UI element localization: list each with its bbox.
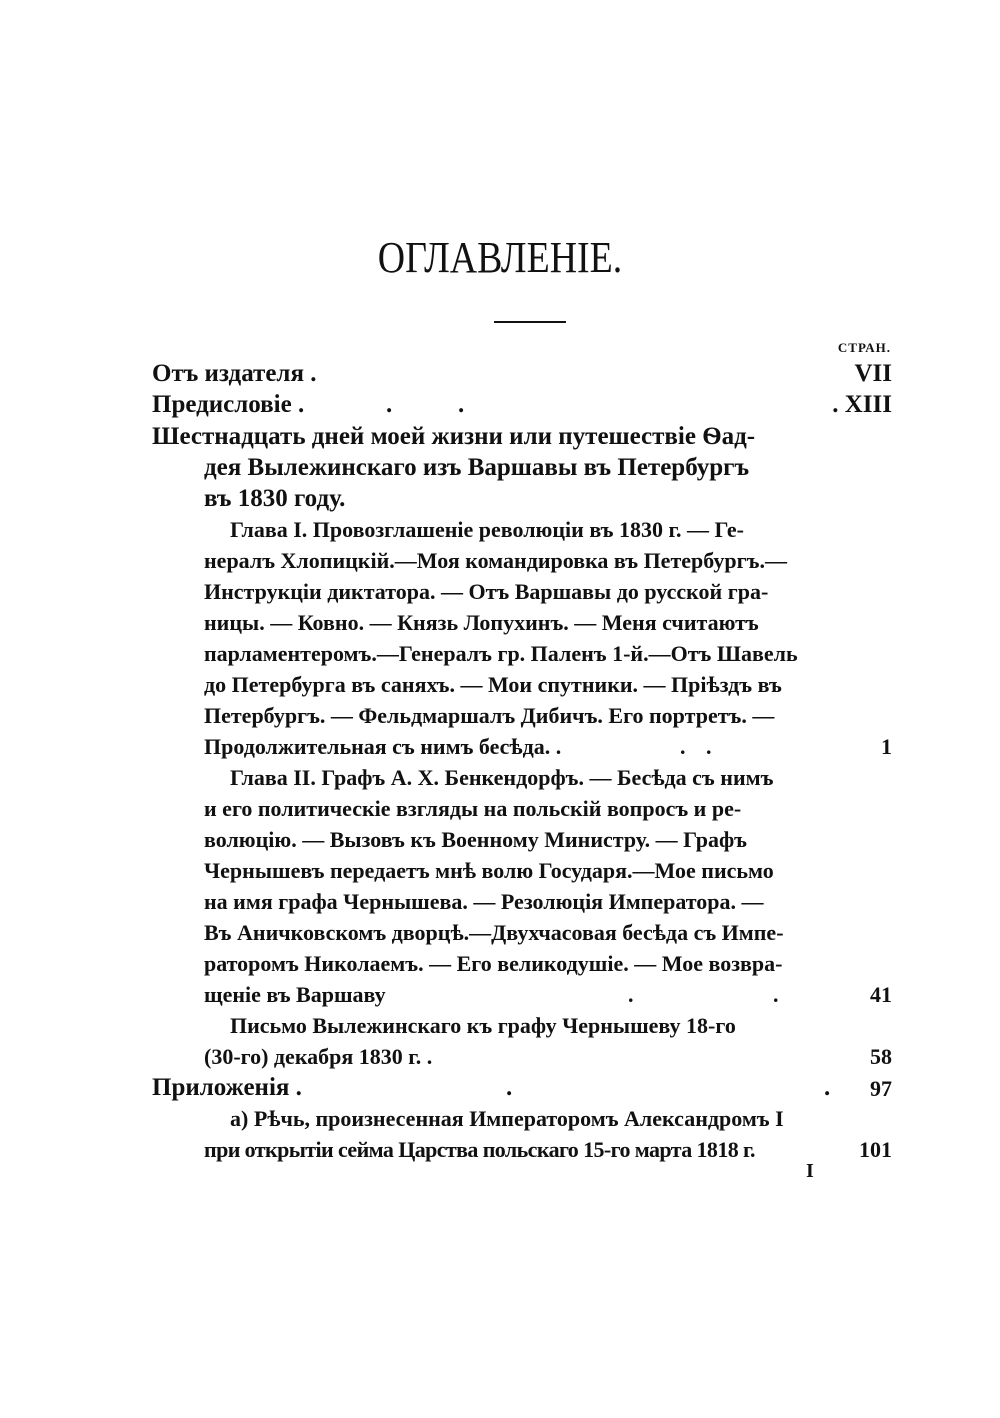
toc-entry-text: Приложенія .: [152, 1074, 302, 1101]
toc-entry-text: при открытіи сейма Царства польскаго 15-го марта 1818 г.: [204, 1137, 755, 1162]
toc-glava2-line-4: [0, 858, 1000, 890]
title-divider: [494, 321, 566, 323]
toc-glava2-line-5: [0, 889, 1000, 921]
toc-entry-predislovie: [0, 391, 1000, 423]
dot-leader: .: [824, 1074, 831, 1101]
toc-entry-text: въ 1830 году.: [204, 485, 346, 512]
toc-glava2-line-2: [0, 796, 1000, 828]
toc-entry-text: парламентеромъ.—Генералъ гр. Паленъ 1-й.—Отъ Шавель: [204, 641, 798, 666]
signature-mark: I: [806, 1160, 814, 1182]
toc-entry-shestnadtsat-line-2: [0, 454, 1000, 486]
toc-entry-text: Продолжительная съ нимъ бесѣда. .: [204, 734, 562, 759]
toc-entry-text: нералъ Хлопицкій.—Моя командировка въ Петербургъ.—: [204, 548, 787, 573]
toc-entry-text: на имя графа Чернышева. — Резолюція Императора. —: [204, 889, 764, 914]
dot-leader: .: [628, 982, 634, 1007]
toc-entry-text: а) Рѣчь, произнесенная Императоромъ Александромъ I: [230, 1106, 784, 1131]
toc-entry-ot-izdatelya: [0, 360, 1000, 392]
dot-leader: .: [386, 391, 393, 418]
toc-glava2-line-8: [0, 982, 1000, 1014]
toc-entry-shestnadtsat-line-3: [0, 485, 1000, 517]
toc-glava1-line-7: [0, 703, 1000, 735]
toc-glava2-line-7: [0, 951, 1000, 983]
toc-entry-text: Чернышевъ передаетъ мнѣ волю Государя.—Мое письмо: [204, 858, 774, 883]
toc-glava2-line-1: [0, 765, 1000, 797]
toc-glava1-line-3: [0, 579, 1000, 611]
toc-entry-text: дея Вылежинскаго изъ Варшавы въ Петербургъ: [204, 454, 750, 481]
toc-page-number: 41: [870, 982, 892, 1007]
toc-page-number: 97: [870, 1076, 892, 1101]
dot-leader: .: [680, 734, 686, 759]
page-column-label: СТРАН.: [837, 340, 891, 355]
toc-glava1-line-5: [0, 641, 1000, 673]
toc-entry-text: Шестнадцать дней моей жизни или путешествіе Ѳад-: [152, 423, 756, 450]
toc-rech-line-1: [0, 1106, 1000, 1138]
toc-glava2-line-3: [0, 827, 1000, 859]
toc-entry-text: Глава II. Графъ А. Х. Бенкендорфъ. — Бесѣда съ нимъ: [230, 765, 774, 790]
toc-entry-text: волюцію. — Вызовъ къ Военному Министру. — Графъ: [204, 827, 747, 852]
toc-page-number: VII: [854, 360, 892, 387]
toc-entry-text: Въ Аничковскомъ дворцѣ.—Двухчасовая бесѣда съ Импе-: [204, 920, 784, 945]
dot-leader: .: [773, 982, 779, 1007]
toc-entry-text: Предисловіе .: [152, 391, 305, 418]
toc-entry-text: ницы. — Ковно. — Князь Лопухинъ. — Меня считаютъ: [204, 610, 759, 635]
toc-glava1-line-6: [0, 672, 1000, 704]
toc-entry-text: и его политическіе взгляды на польскій вопросъ и ре-: [204, 796, 742, 821]
toc-pismo-line-1: [0, 1013, 1000, 1045]
toc-page-number: 101: [859, 1137, 892, 1162]
toc-page-number: 58: [870, 1044, 892, 1069]
toc-pismo-line-2: [0, 1044, 1000, 1076]
toc-glava1-line-4: [0, 610, 1000, 642]
toc-rech-line-2: [0, 1137, 1000, 1169]
dot-leader: .: [706, 734, 712, 759]
toc-page-number: . XIII: [832, 391, 892, 418]
toc-entry-text: Петербургъ. — Фельдмаршалъ Дибичъ. Его портретъ. —: [204, 703, 775, 728]
toc-glava2-line-6: [0, 920, 1000, 952]
toc-entry-prilozheniya: [0, 1074, 1000, 1106]
toc-page-number: 1: [881, 734, 892, 759]
toc-entry-text: раторомъ Николаемъ. — Его великодушіе. — Мое возвра-: [204, 951, 783, 976]
toc-glava1-line-2: [0, 548, 1000, 580]
page-title: ОГЛАВЛЕНІЕ.: [377, 233, 623, 282]
toc-entry-text: щеніе въ Варшаву: [204, 982, 386, 1007]
toc-glava1-line-1: [0, 517, 1000, 549]
toc-entry-text: (30-го) декабря 1830 г. .: [204, 1044, 433, 1069]
toc-entry-text: до Петербурга въ саняхъ. — Мои спутники. — Пріѣздъ въ: [204, 672, 782, 697]
toc-entry-text: Отъ издателя .: [152, 360, 317, 387]
toc-entry-shestnadtsat-line-1: [0, 423, 1000, 455]
toc-glava1-line-8: [0, 734, 1000, 766]
toc-entry-text: Инструкціи диктатора. — Отъ Варшавы до русской гра-: [204, 579, 769, 604]
dot-leader: .: [506, 1074, 513, 1101]
toc-entry-text: Глава I. Провозглашеніе революціи въ 1830 г. — Ге-: [230, 517, 744, 542]
dot-leader: .: [458, 391, 465, 418]
toc-entry-text: Письмо Вылежинскаго къ графу Чернышеву 18-го: [230, 1013, 736, 1038]
